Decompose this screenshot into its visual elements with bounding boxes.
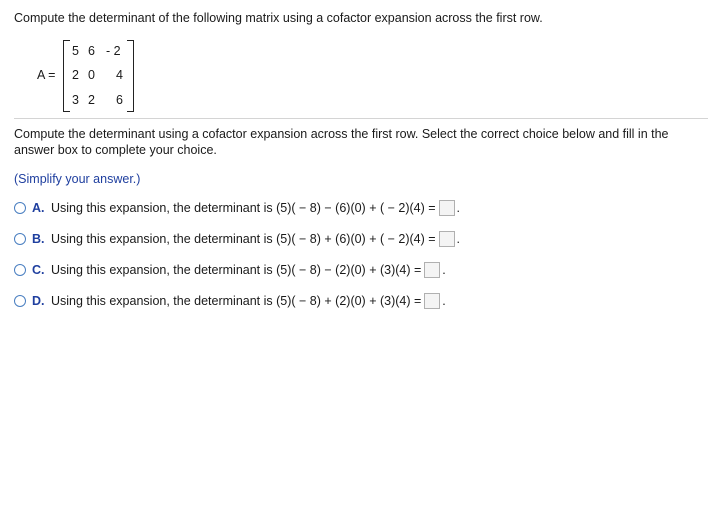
choice-letter: B. <box>32 232 45 246</box>
matrix-cell: 6 <box>88 44 95 58</box>
choice-suffix: . <box>442 294 446 308</box>
simplify-hint: (Simplify your answer.) <box>14 172 141 186</box>
section-divider <box>14 118 708 119</box>
choice-suffix: . <box>456 232 461 246</box>
answer-box[interactable] <box>424 262 440 278</box>
matrix-cell: 5 <box>72 44 79 58</box>
radio-button[interactable] <box>14 233 26 245</box>
matrix-cell: 2 <box>72 68 79 82</box>
matrix-cell: 4 <box>116 68 123 82</box>
matrix-cell: 6 <box>116 93 123 107</box>
choice-letter: A. <box>32 201 45 215</box>
choice-b[interactable] <box>14 228 460 250</box>
matrix-right-bracket <box>127 40 134 112</box>
radio-button[interactable] <box>14 202 26 214</box>
choice-text: Using this expansion, the determinant is (5)( − 8) − (6)(0) + ( − 2)(4) = <box>51 201 436 215</box>
choice-c[interactable] <box>14 259 446 281</box>
choice-text: Using this expansion, the determinant is (5)( − 8) − (2)(0) + (3)(4) = <box>51 263 422 277</box>
matrix-left-bracket <box>63 40 70 112</box>
choice-text: Using this expansion, the determinant is (5)( − 8) + (2)(0) + (3)(4) = <box>51 294 422 308</box>
question-prompt: Compute the determinant of the following matrix using a cofactor expansion across the first row. <box>14 11 543 25</box>
matrix-cell: 2 <box>88 93 95 107</box>
choice-suffix: . <box>442 263 446 277</box>
choice-letter: C. <box>32 263 45 277</box>
radio-button[interactable] <box>14 295 26 307</box>
answer-box[interactable] <box>439 231 455 247</box>
choice-d[interactable] <box>14 290 446 312</box>
instruction-text: Compute the determinant using a cofactor expansion across the first row. Select the correct choice below and fill in the answer box to complete your choice. <box>14 127 669 157</box>
choice-suffix: . <box>456 201 461 215</box>
answer-box[interactable] <box>424 293 440 309</box>
radio-button[interactable] <box>14 264 26 276</box>
matrix-cell: - 2 <box>106 44 121 58</box>
choice-a[interactable] <box>14 197 460 219</box>
matrix-cell: 3 <box>72 93 79 107</box>
answer-box[interactable] <box>439 200 455 216</box>
matrix-cell: 0 <box>88 68 95 82</box>
choice-letter: D. <box>32 294 45 308</box>
matrix-label: A = <box>37 68 56 82</box>
choice-text: Using this expansion, the determinant is (5)( − 8) + (6)(0) + ( − 2)(4) = <box>51 232 436 246</box>
